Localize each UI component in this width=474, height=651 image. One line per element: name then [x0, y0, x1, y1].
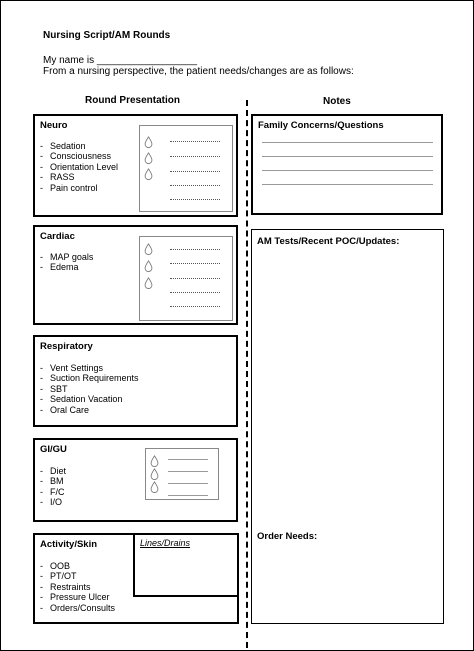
- name-line: My name is __________________: [43, 55, 198, 66]
- lines-drains-title: Lines/Drains: [140, 538, 191, 548]
- dotted-line: [170, 156, 220, 157]
- water-drop-icon: [144, 136, 153, 148]
- water-drop-icon: [150, 468, 159, 480]
- form-title: Nursing Script/AM Rounds: [43, 30, 171, 41]
- dotted-line: [170, 171, 220, 172]
- gigu-checklist-panel: [145, 448, 219, 500]
- list-item: - I/O: [40, 497, 66, 507]
- dotted-line: [170, 306, 220, 307]
- dotted-line: [170, 278, 220, 279]
- dotted-line: [170, 249, 220, 250]
- list-item: - BM: [40, 476, 66, 486]
- gigu-title: GI/GU: [40, 444, 67, 455]
- activity-skin-section: [33, 533, 239, 624]
- list-item: - Pain control: [40, 183, 118, 193]
- dotted-line: [170, 263, 220, 264]
- water-drop-icon: [144, 243, 153, 255]
- water-drop-icon: [150, 481, 159, 493]
- respiratory-section: [33, 335, 238, 427]
- am-tests-title: AM Tests/Recent POC/Updates:: [257, 236, 400, 247]
- list-item: - SBT: [40, 384, 139, 394]
- activity-skin-title: Activity/Skin: [40, 539, 98, 550]
- list-item: - Orientation Level: [40, 162, 118, 172]
- water-drop-icon: [144, 277, 153, 289]
- neuro-section: [33, 114, 238, 217]
- list-item: - Consciousness: [40, 151, 118, 161]
- notes-heading: Notes: [323, 96, 351, 107]
- order-needs-title: Order Needs:: [257, 531, 318, 542]
- list-item: - Orders/Consults: [40, 603, 115, 613]
- checklist-line: [168, 495, 208, 496]
- am-tests-section: [251, 229, 444, 624]
- cardiac-section: [33, 225, 238, 325]
- family-concerns-title: Family Concerns/Questions: [258, 120, 384, 131]
- cardiac-title: Cardiac: [40, 231, 75, 242]
- water-drop-icon: [144, 152, 153, 164]
- round-presentation-heading: Round Presentation: [85, 95, 181, 106]
- dotted-line: [170, 292, 220, 293]
- list-item: - F/C: [40, 487, 66, 497]
- neuro-title: Neuro: [40, 120, 68, 131]
- respiratory-list: [40, 363, 139, 415]
- water-drop-icon: [144, 260, 153, 272]
- column-divider: [246, 100, 248, 648]
- list-item: - Edema: [40, 262, 93, 272]
- list-item: - Oral Care: [40, 405, 139, 415]
- write-line: [262, 142, 433, 143]
- list-item: - Sedation Vacation: [40, 394, 139, 404]
- intro-line: From a nursing perspective, the patient needs/changes are as follows:: [43, 66, 354, 77]
- write-line: [262, 156, 433, 157]
- dotted-line: [170, 199, 220, 200]
- neuro-checklist-panel: [139, 125, 233, 212]
- gigu-list: [40, 466, 66, 508]
- water-drop-icon: [150, 455, 159, 467]
- list-item: - PT/OT: [40, 571, 115, 581]
- gigu-section: [33, 438, 238, 522]
- list-item: - OOB: [40, 561, 115, 571]
- checklist-line: [168, 483, 208, 484]
- water-drop-icon: [144, 168, 153, 180]
- list-item: - Diet: [40, 466, 66, 476]
- list-item: - Pressure Ulcer: [40, 592, 115, 602]
- activity-list: [40, 561, 115, 613]
- family-concerns-section: [251, 114, 443, 215]
- respiratory-title: Respiratory: [40, 341, 93, 352]
- list-item: - MAP goals: [40, 252, 93, 262]
- cardiac-list: [40, 252, 93, 273]
- write-line: [262, 170, 433, 171]
- list-item: - Vent Settings: [40, 363, 139, 373]
- list-item: - Suction Requirements: [40, 373, 139, 383]
- neuro-list: [40, 141, 118, 193]
- list-item: - RASS: [40, 172, 118, 182]
- lines-drains-box: [133, 535, 237, 597]
- cardiac-checklist-panel: [139, 236, 233, 321]
- write-line: [262, 184, 433, 185]
- dotted-line: [170, 185, 220, 186]
- list-item: - Sedation: [40, 141, 118, 151]
- checklist-line: [168, 459, 208, 460]
- list-item: - Restraints: [40, 582, 115, 592]
- checklist-line: [168, 471, 208, 472]
- dotted-line: [170, 141, 220, 142]
